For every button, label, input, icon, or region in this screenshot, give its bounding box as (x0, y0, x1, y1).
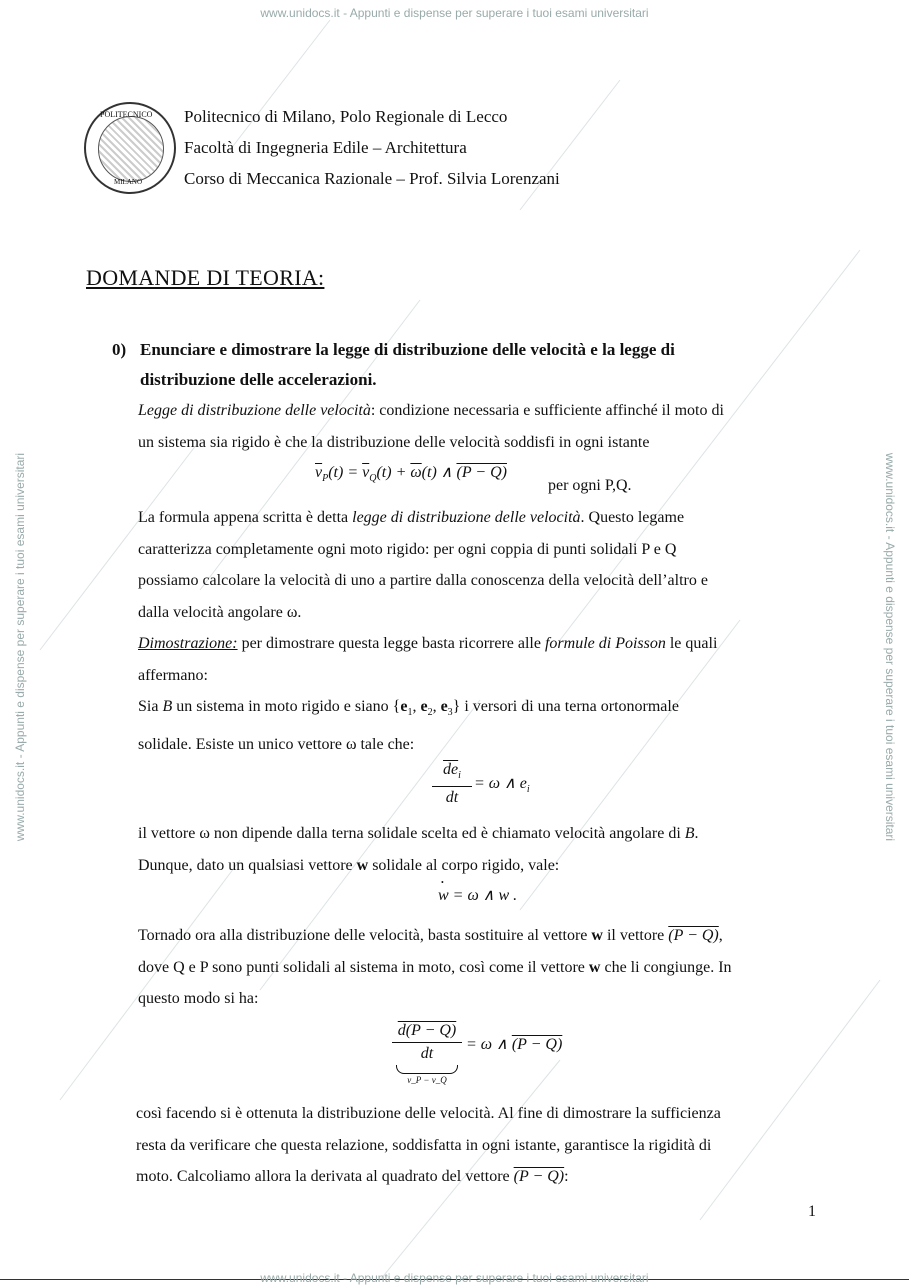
question-line-1: Enunciare e dimostrare la legge di distribuzione delle velocità e la legge di (140, 340, 675, 359)
politecnico-seal-logo (84, 102, 176, 194)
question-text (140, 335, 675, 395)
formula-poisson-rhs: = ω ∧ $e_i$ (474, 775, 530, 796)
section-title: DOMANDE DI TEORIA: (86, 265, 325, 290)
paragraph-sufficiency: così facendo si è ottenuta la distribuzione delle velocità. Al fine di dimostrare la sufficienza resta da verificare che questa relazione, soddisfatta in ogni istante, garantisce la rigidità di moto. Calcoliamo allora la derivata al quadrato del vettore (P − Q): (136, 1105, 721, 1185)
underbrace (396, 1065, 458, 1074)
seal-text-top: POLITECNICO (100, 110, 153, 119)
header-line-course: Corso di Meccanica Razionale – Prof. Silvia Lorenzani (184, 169, 560, 188)
question-number: 0) (112, 340, 127, 359)
formula-note: per ogni P,Q. (548, 477, 632, 494)
formula-velocity-distribution: $\overline{v}_P(t) = \overline{v}_Q(t) + \overline{\omega}(t)$ ∧ (P − Q) (315, 464, 507, 485)
paragraph-angular-velocity: il vettore ω non dipende dalla terna solidale scelta ed è chiamato velocità angolare di B. Dunque, dato un qualsiasi vettore w solidale al corpo rigido, vale: (138, 825, 699, 874)
formula-poisson-fraction: $\overline{de}_i$ dt (432, 760, 472, 809)
institution-header (184, 101, 560, 194)
watermark-top: www.unidocs.it - Appunti e dispense per superare i tuoi esami universitari (260, 6, 649, 20)
paragraph-proof: Dimostrazione: per dimostrare questa legge basta ricorrere alle formule di Poisson le quali affermano: Sia B un sistema in moto rigido e siano {$e_1$, $e_2$, $e_3$} i versori di una terna ortonormale solidale. Esiste un unico vettore ω tale che: (138, 635, 718, 753)
header-line-university: Politecnico di Milano, Polo Regionale di Lecco (184, 107, 508, 126)
seal-text-bottom: MILANO (114, 178, 142, 186)
watermark-right: www.unidocs.it - Appunti e dispense per superare i tuoi esami universitari (883, 452, 897, 842)
watermark-bottom: www.unidocs.it - Appunti e dispense per superare i tuoi esami universitari (260, 1271, 649, 1285)
paragraph-velocity-law: Legge di distribuzione delle velocità: condizione necessaria e sufficiente affinché il moto di un sistema sia rigido è che la distribuzione delle velocità soddisfi in ogni istante (138, 402, 724, 451)
watermark-left: www.unidocs.it - Appunti e dispense per superare i tuoi esami universitari (13, 452, 27, 842)
page-number: 1 (808, 1203, 816, 1220)
question-line-2: distribuzione delle accelerazioni. (140, 370, 377, 389)
formula-pq-derivative-fraction: d(P − Q) dt v_P − v_Q (392, 1020, 462, 1086)
header-line-faculty: Facoltà di Ingegneria Edile – Architettura (184, 138, 467, 157)
formula-pq-derivative-rhs: = ω ∧ (P − Q) (466, 1036, 563, 1053)
formula-w-dot: • (441, 878, 444, 887)
term-velocity-law: Legge di distribuzione delle velocità (138, 402, 371, 419)
seal-emblem-icon (98, 116, 164, 182)
paragraph-substitution: Tornado ora alla distribuzione delle velocità, basta sostituire al vettore w il vettore (P − Q), dove Q e P sono punti solidali al sistema in moto, così come il vettore w che li congiunge. In questo modo si ha: (138, 927, 732, 1007)
paragraph-rigid-motion: La formula appena scritta è detta legge di distribuzione delle velocità. Questo legame caratterizza completamente ogni moto rigido: per ogni coppia di punti solidali P e Q possiamo calcolare la velocità di uno a partire dalla conoscenza della velocità dell’altro e dalla velocità angolare ω. (138, 509, 708, 621)
formula-w-derivative: w = ω ∧ w . (438, 887, 518, 904)
